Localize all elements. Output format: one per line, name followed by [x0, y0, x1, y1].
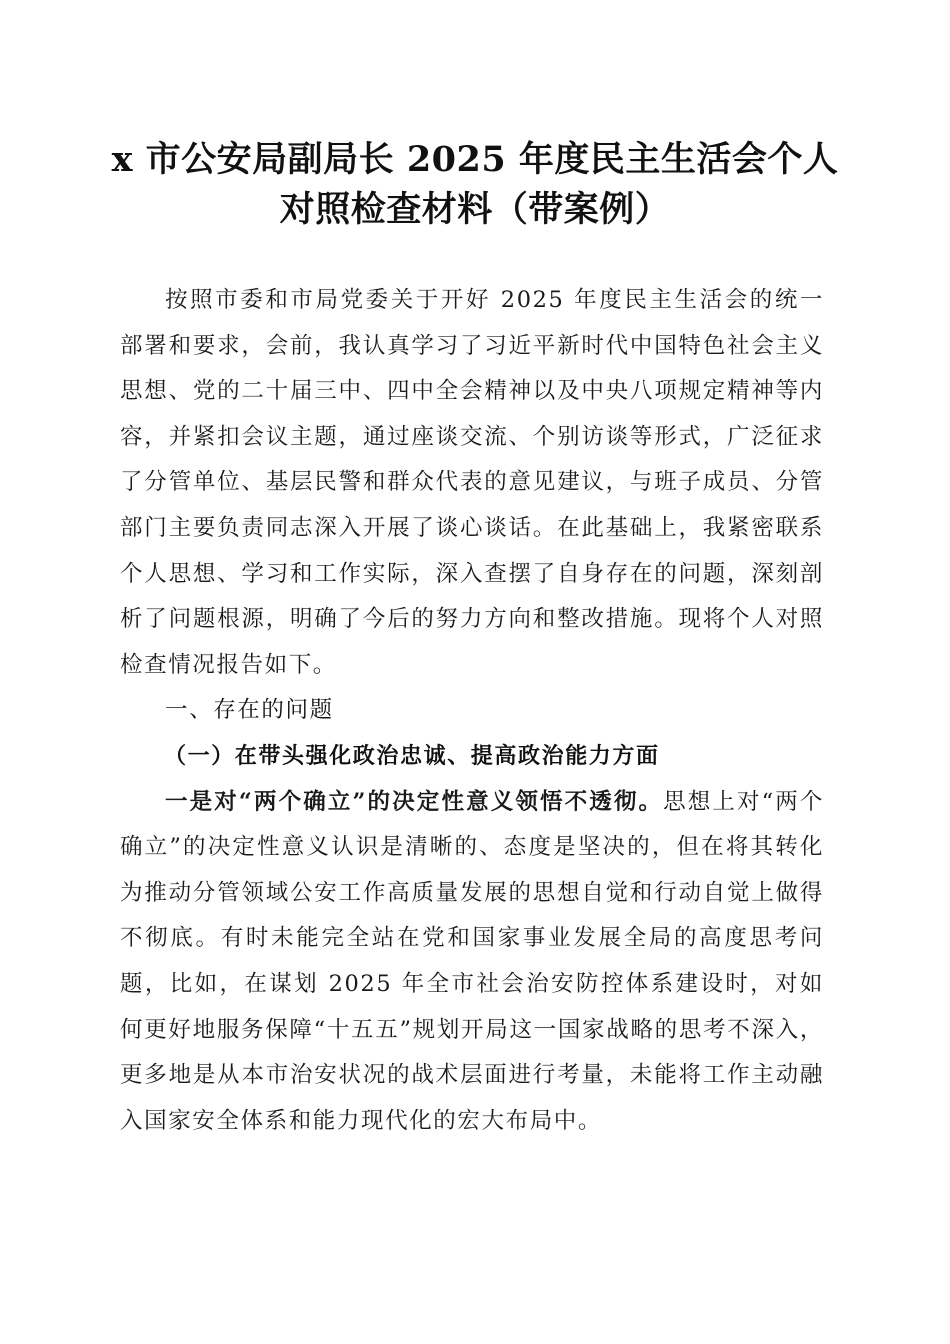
point-body-text: 思想上对“两个确立”的决定性意义认识是清晰的、态度是坚决的，但在将其转化为推动分管领域公安工作高质量发展的思想自觉和行动自觉上做得不彻底。有时未能完全站在党和国家事业发展全局的高度思考问题，比如，在谋划 2025 年全市社会治安防控体系建设时，对如何更好地服务保障“十五五”规划开局这一国家战略的思考不深入，更多地是从本市治安状况的战术层面进行考量，未能将工作主动融入国家安全体系和能力现代化的宏大布局中。 [120, 788, 824, 1134]
section-heading-problems: 一、存在的问题 [165, 697, 334, 724]
document-body [120, 278, 824, 1144]
subsection-heading-political-loyalty: （一）在带头强化政治忠诚、提高政治能力方面 [164, 742, 660, 769]
intro-paragraph: 按照市委和市局党委关于开好 2025 年度民主生活会的统一部署和要求，会前，我认真学习了习近平新时代中国特色社会主义思想、党的二十届三中、四中全会精神以及中央八项规定精神等内容，并紧扣会议主题，通过座谈交流、个别访谈等形式，广泛征求了分管单位、基层民警和群众代表的意见建议，与班子成员、分管部门主要负责同志深入开展了谈心谈话。在此基础上，我紧密联系个人思想、学习和工作实际，深入查摆了自身存在的问题，深刻剖析了问题根源，明确了今后的努力方向和整改措施。现将个人对照检查情况报告如下。 [120, 287, 824, 678]
point-lead-sentence: 一是对“两个确立”的决定性意义领悟不透彻。 [165, 788, 664, 815]
document-title: x 市公安局副局长 2025 年度民主生活会个人对照检查材料（带案例） [111, 139, 839, 230]
point-paragraph [120, 780, 824, 1145]
